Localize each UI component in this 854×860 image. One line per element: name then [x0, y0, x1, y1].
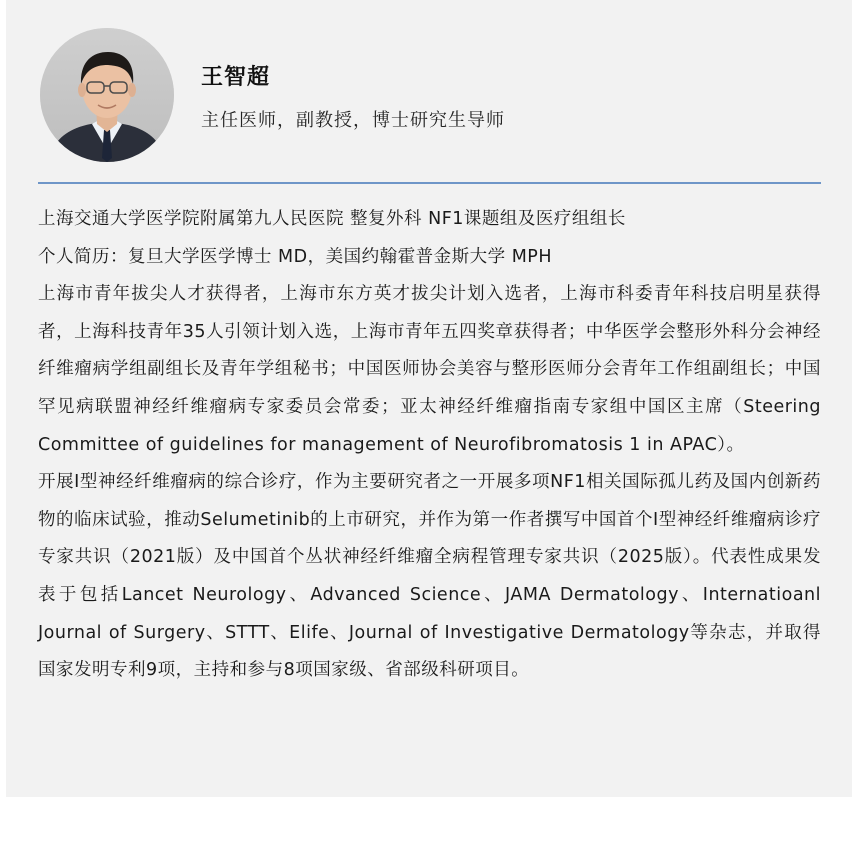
- person-title: 主任医师，副教授，博士研究生导师: [201, 110, 505, 131]
- bio-education: 个人简历：复旦大学医学博士 MD，美国约翰霍普金斯大学 MPH: [38, 246, 553, 267]
- bio-affiliation: 上海交通大学医学院附属第九人民医院 整复外科 NF1课题组及医疗组组长: [38, 209, 626, 229]
- bio-section: [38, 201, 821, 690]
- bio-honors: 上海市青年拔尖人才获得者，上海市东方英才拔尖计划入选者，上海市科委青年科技启明星获得者，上海科技青年35人引领计划入选，上海市青年五四奖章获得者；中华医学会整形外科分会神经纤维瘤病学组副组长及青年学组秘书；中国医师协会美容与整形医师分会青年工作组副组长；中国罕见病联盟神经纤维瘤病专家委员会常委；亚太神经纤维瘤指南专家组中国区主席（Steering Committee of guidelines for management of Neurofibromatosis 1 in APAC）。: [38, 284, 821, 455]
- bio-research: 开展I型神经纤维瘤病的综合诊疗，作为主要研究者之一开展多项NF1相关国际孤儿药及国内创新药物的临床试验，推动Selumetinib的上市研究，并作为第一作者撰写中国首个I型神经纤维瘤病诊疗专家共识（2021版）及中国首个丛状神经纤维瘤全病程管理专家共识（2025版）。代表性成果发表于包括Lancet Neurology、Advanced Science、JAMA Dermatology、Internatioanl Journal of Surgery、STTT、Elife、Journal of Investigative Dermatology等杂志，并取得国家发明专利9项，主持和参与8项国家级、省部级科研项目。: [38, 472, 821, 681]
- person-name: 王智超: [201, 65, 271, 90]
- avatar: [40, 28, 174, 162]
- divider: [38, 182, 821, 184]
